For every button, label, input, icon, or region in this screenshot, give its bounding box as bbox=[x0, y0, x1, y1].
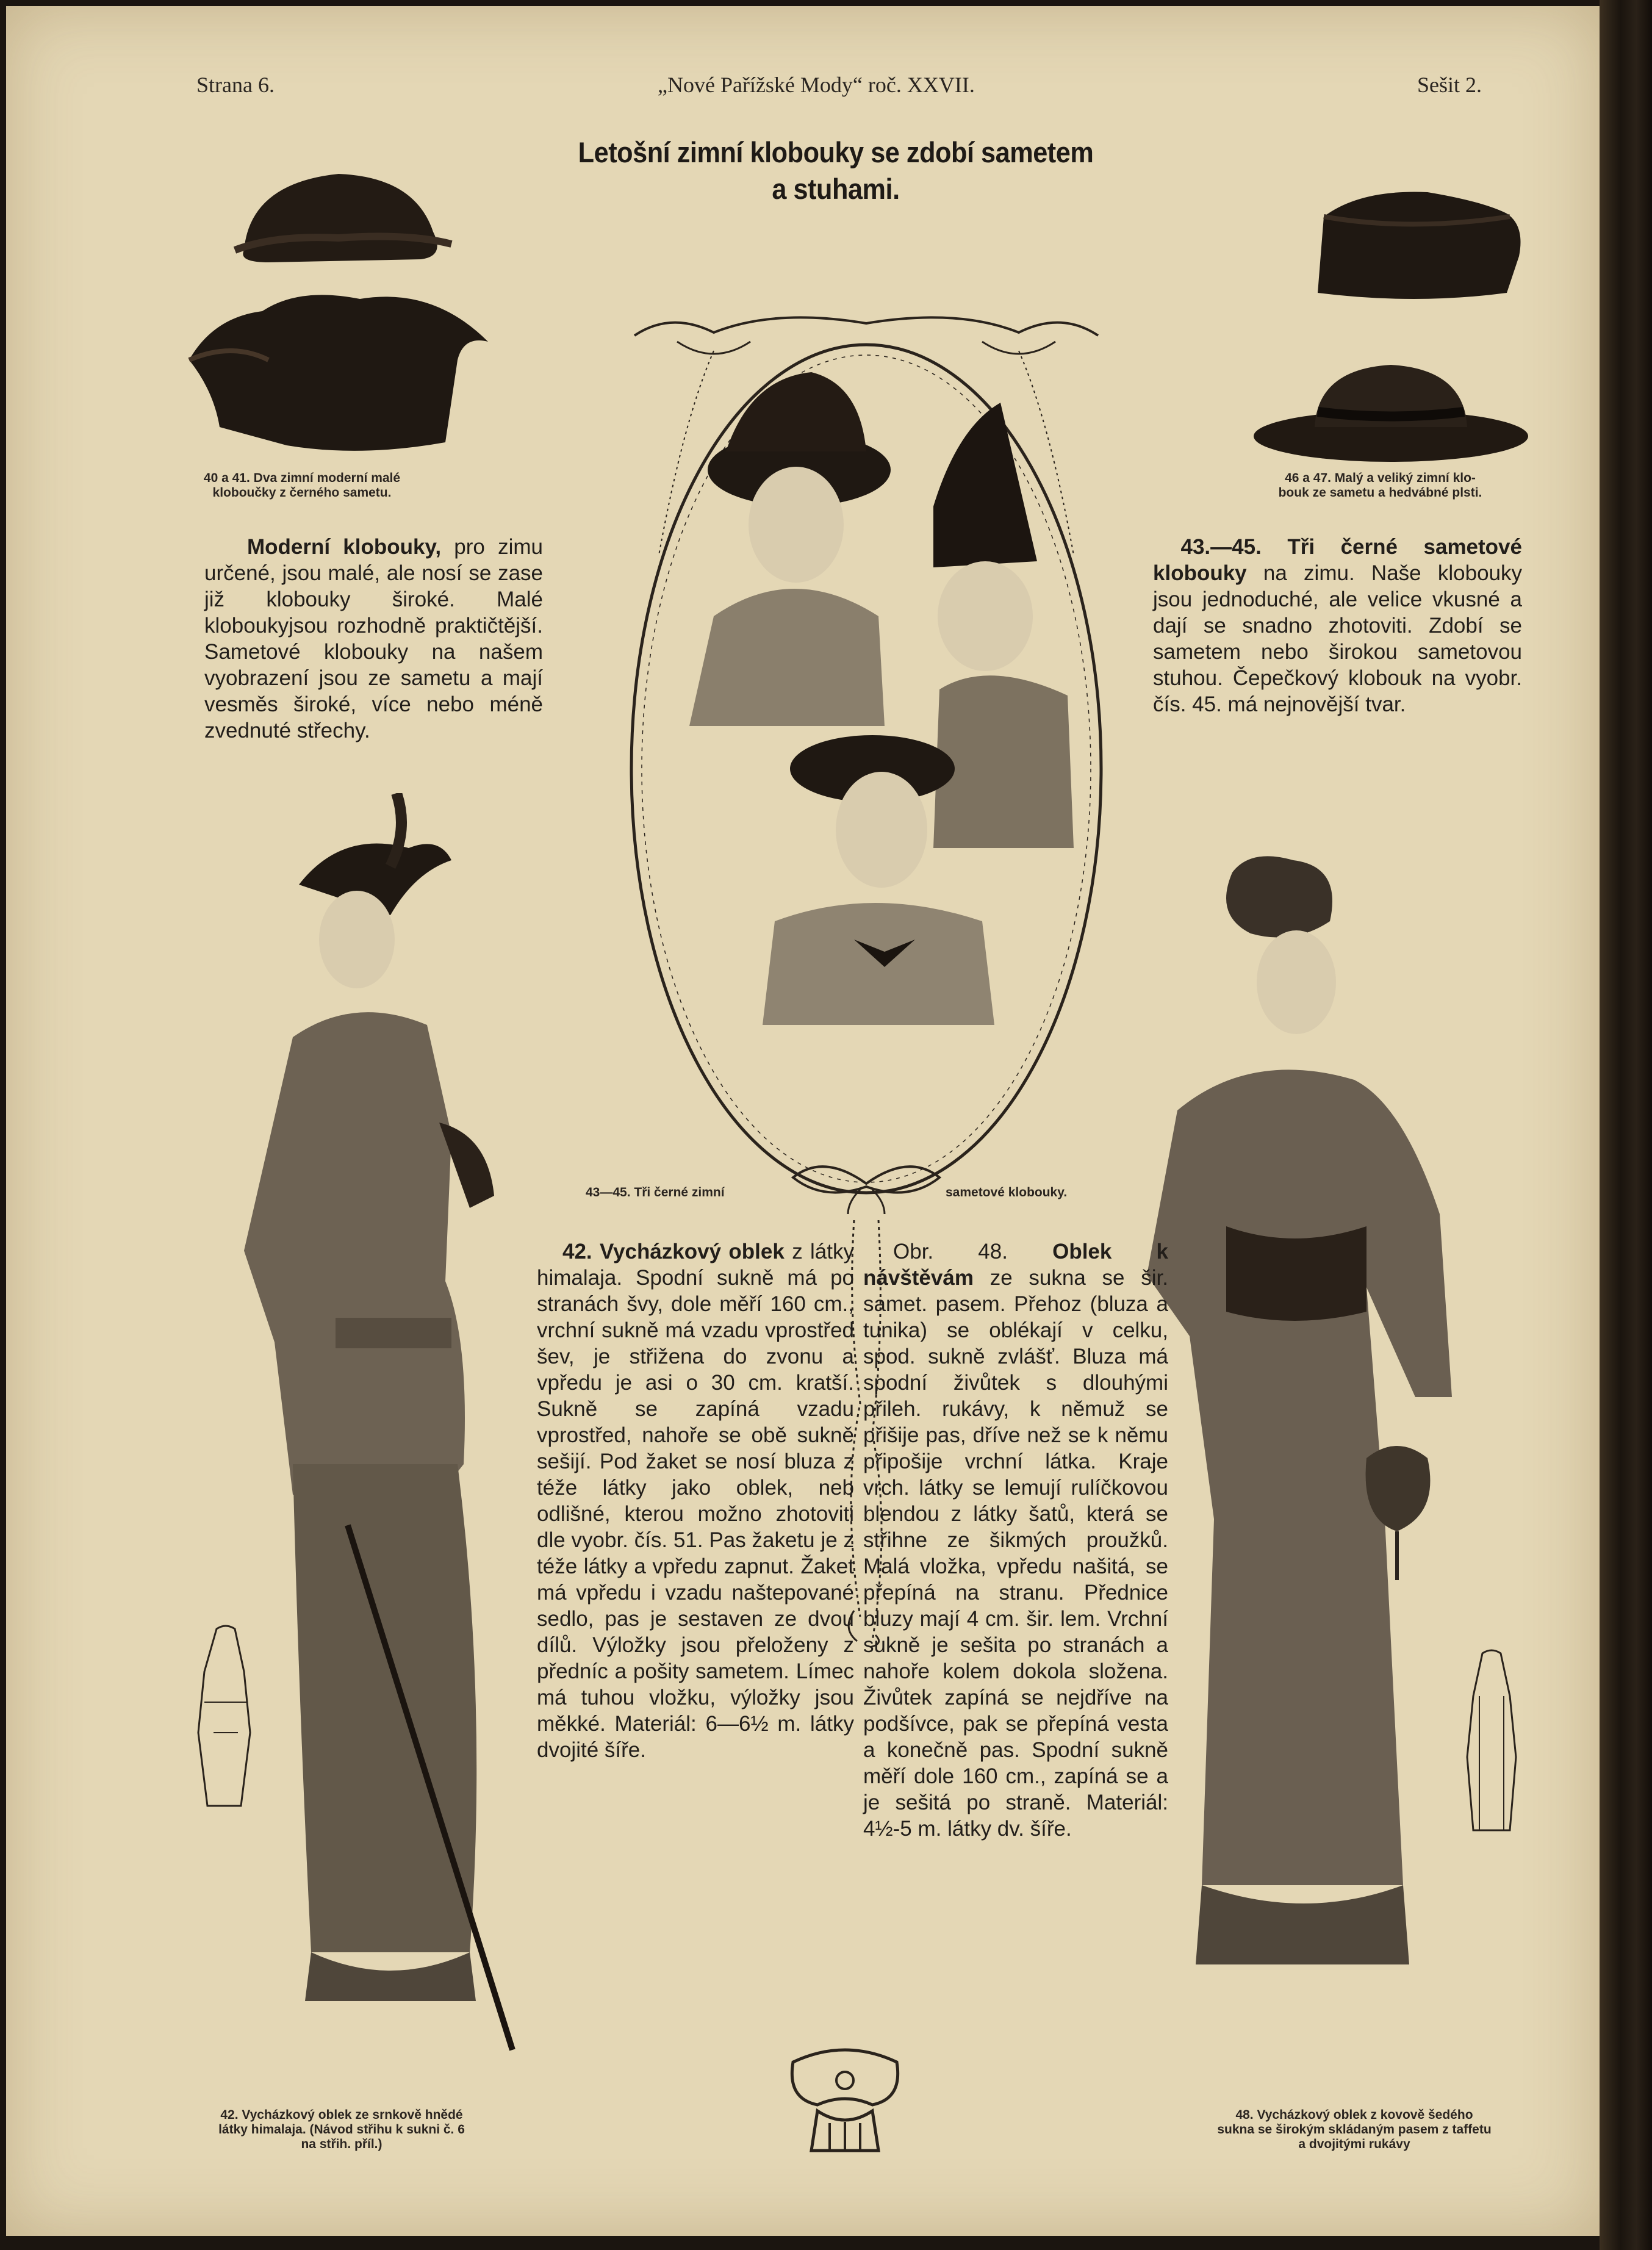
woman-figure-illustration bbox=[1110, 848, 1501, 2038]
pattern-sketch bbox=[189, 1623, 262, 1818]
paragraph-fig-48: Obr. 48. Oblek k návštěvám ze sukna se šir. samet. pasem. Přehoz (bluza a tunika) se oblékají v celku, spod. sukně zvlášť. Bluza má spodní živůtek s dlouhými přileh. rukávy, k němuž se přišije pas, dříve než se k němu připošije vrchní látka. Kraje vrch. látky se lemují rulíčkovou blendou z látky šatů, která se střihne ze šikmých proužků. Malá vložka, vpředu našitá, se přepíná na stranu. Přednice bluzy mají 4 cm. šir. lem. Vrchní sukně je sešita po stranách a nahoře kolem dokola složena. Živůtek zapíná se nejdříve na podšívce, pak se přepíná vesta a konečně pas. Spodní sukně měří dole 160 cm., zapíná se a je sešitá po straně. Materiál: 4½-5 m. látky dv. šíře. bbox=[863, 1240, 1168, 1841]
caption-oval-right: sametové klobouky. bbox=[946, 1185, 1068, 1199]
paragraph-modern-hats: Moderní klobouky, pro zimu určené, jsou malé, ale nosí se zase již klobouky široké. Malé kloboukyjsou rozhodně praktičtější. Sametové klobouky na našem vyobrazení jsou ze sametu a mají vesměs široké, více nebo méně zvednuté střechy. bbox=[204, 535, 543, 742]
magazine-title-header: „Nové Pařížské Mody“ roč. XXVII. bbox=[658, 73, 975, 97]
magazine-page bbox=[6, 6, 1600, 2236]
caption-fig-48: 48. Vycházkový oblek z kovově šedého sukna se širokým skládaným pasem z taffetu a dvojitými rukávy bbox=[1217, 2108, 1492, 2151]
caption-oval-left: 43—45. Tři černé zimní bbox=[586, 1185, 725, 1199]
caption-hats-40-41: 40 a 41. Dva zimní moderní malé kloboučky z černého sametu. bbox=[203, 471, 401, 500]
hat-illustration bbox=[177, 159, 500, 464]
page-title-line1: Letošní zimní klobouky se zdobí sametem bbox=[578, 136, 1094, 168]
art-nouveau-ornament bbox=[781, 2044, 909, 2157]
caption-hats-46-47: 46 a 47. Malý a veliký zimní klo- bouk ze sametu a hedvábné plsti. bbox=[1278, 471, 1482, 500]
page-number: Strana 6. bbox=[196, 73, 275, 97]
woman-figure-illustration bbox=[207, 793, 549, 2074]
hat-illustration bbox=[1251, 159, 1537, 464]
issue-number: Sešit 2. bbox=[1417, 73, 1482, 97]
oval-frame-ornament bbox=[592, 299, 1141, 1214]
page-title bbox=[555, 134, 1116, 207]
pattern-sketch bbox=[1458, 1647, 1525, 1842]
scan-edge bbox=[1600, 0, 1652, 2250]
paragraph-fig-42: 42. Vycházkový oblek z látky himalaja. Spodní sukně má po stranách švy, dole měří 160 cm., vrchní sukně má vzadu vprostřed šev, je střižena do zvonu a vpředu je asi o 30 cm. kratší. Sukně se zapíná vzadu vprostřed, nahoře se obě sukně sešijí. Pod žaket se nosí bluza z téže látky jako oblek, neb odlišné, kterou možno zhotoviti dle vyobr. čís. 51. Pas žaketu je z téže látky a vpředu zapnut. Žaket má vpředu i vzadu naštepované sedlo, pas je sestaven ze dvou dílů. Výložky jsou přeloženy z předníc a pošity sametem. Límec má tuhou vložku, výložky jsou měkké. Materiál: 6—6½ m. látky dvojité šíře. bbox=[537, 1240, 854, 1762]
paragraph-three-black-hats: 43.—45. Tři černé sametové klobouky na zimu. Naše klobouky jsou jednoduché, ale velice vkusné a dají se snadno zhotoviti. Zdobí se sametem nebo širokou sametovou stuhou. Čepečkový klobouk na vyobr. čís. 45. má nejnovější tvar. bbox=[1153, 535, 1522, 716]
page-title-line2: a stuhami. bbox=[772, 173, 900, 205]
caption-fig-42: 42. Vycházkový oblek ze srnkově hnědé látky himalaja. (Návod střihu k sukni č. 6 na střih. příl.) bbox=[218, 2108, 465, 2151]
